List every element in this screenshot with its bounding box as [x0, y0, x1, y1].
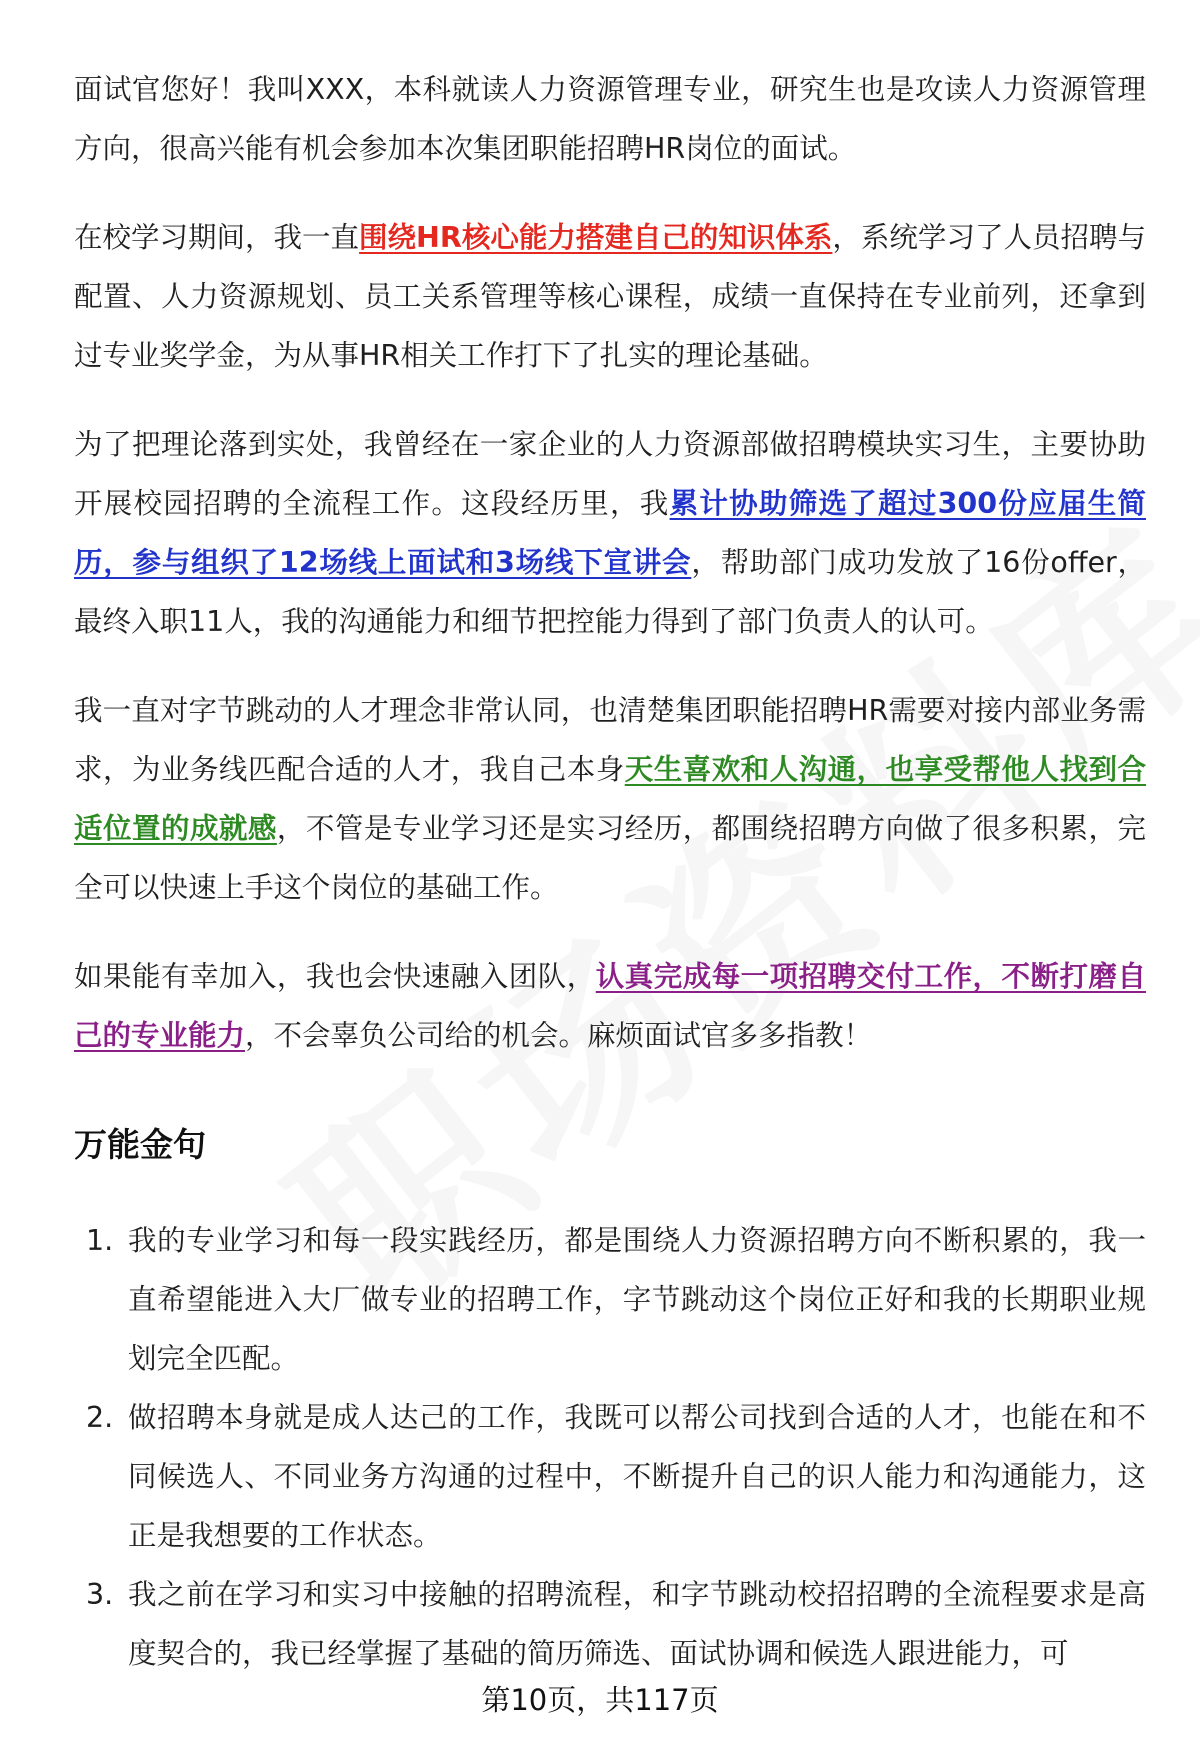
paragraph-text: ，系统学习了人员招聘与配置、人力资源规划、员工关系管理等核心课程，成绩一直保持在专业前列，还拿到过专业奖学金，为从事HR相关工作打下了扎实的理论基础。 [74, 221, 1146, 372]
paragraph-text: ，不管是专业学习还是实习经历，都围绕招聘方向做了很多积累，完全可以快速上手这个岗位的基础工作。 [74, 812, 1146, 904]
list-item [74, 1565, 1146, 1683]
paragraph-text: 我一直对字节跳动的人才理念非常认同，也清楚集团职能招聘HR需要对接内部业务需求，为业务线匹配合适的人才，我自己本身 [74, 694, 1146, 786]
paragraph-text: 如果能有幸加入，我也会快速融入团队， [74, 960, 596, 993]
list-number: 2. [86, 1401, 114, 1434]
list-item-text: 我之前在学习和实习中接触的招聘流程，和字节跳动校招招聘的全流程要求是高度契合的，我已经掌握了基础的简历筛选、面试协调和候选人跟进能力，可 [128, 1578, 1146, 1670]
highlight-red: 围绕HR核心能力搭建自己的知识体系 [359, 221, 833, 254]
page-footer: 第10页，共117页 [0, 1680, 1200, 1720]
list-number: 1. [86, 1224, 114, 1257]
paragraph-text: ，不会辜负公司给的机会。麻烦面试官多多指教！ [245, 1019, 873, 1052]
highlight-green: 天生喜欢和人沟通，也享受帮他人找到合适位置的成就感 [74, 753, 1146, 845]
document-content [74, 60, 1146, 1683]
section-title: 万能金句 [74, 1125, 206, 1164]
paragraph-text: ，帮助部门成功发放了16份offer，最终入职11人，我的沟通能力和细节把控能力得到了部门负责人的认可。 [74, 546, 1146, 638]
list-number: 3. [86, 1578, 114, 1611]
quotes-list [74, 1211, 1146, 1683]
highlight-purple: 认真完成每一项招聘交付工作，不断打磨自己的专业能力 [74, 960, 1146, 1052]
highlight-blue: 累计协助筛选了超过300份应届生简历，参与组织了12场线上面试和3场线下宣讲会 [74, 487, 1146, 579]
paragraph-text: 在校学习期间，我一直 [74, 221, 360, 254]
paragraph-internship [74, 415, 1146, 651]
paragraph-intro [74, 60, 1146, 178]
paragraph-closing [74, 947, 1146, 1065]
paragraph-motivation [74, 681, 1146, 917]
list-item [74, 1388, 1146, 1565]
paragraph-text: 面试官您好！我叫XXX，本科就读人力资源管理专业，研究生也是攻读人力资源管理方向，很高兴能有机会参加本次集团职能招聘HR岗位的面试。 [74, 73, 1146, 165]
paragraph-study [74, 208, 1146, 385]
list-item-text: 我的专业学习和每一段实践经历，都是围绕人力资源招聘方向不断积累的，我一直希望能进入大厂做专业的招聘工作，字节跳动这个岗位正好和我的长期职业规划完全匹配。 [128, 1224, 1146, 1375]
list-item-text: 做招聘本身就是成人达己的工作，我既可以帮公司找到合适的人才，也能在和不同候选人、不同业务方沟通的过程中，不断提升自己的识人能力和沟通能力，这正是我想要的工作状态。 [128, 1401, 1146, 1552]
paragraph-text: 为了把理论落到实处，我曾经在一家企业的人力资源部做招聘模块实习生，主要协助开展校园招聘的全流程工作。这段经历里，我 [74, 428, 1146, 520]
list-item [74, 1211, 1146, 1388]
